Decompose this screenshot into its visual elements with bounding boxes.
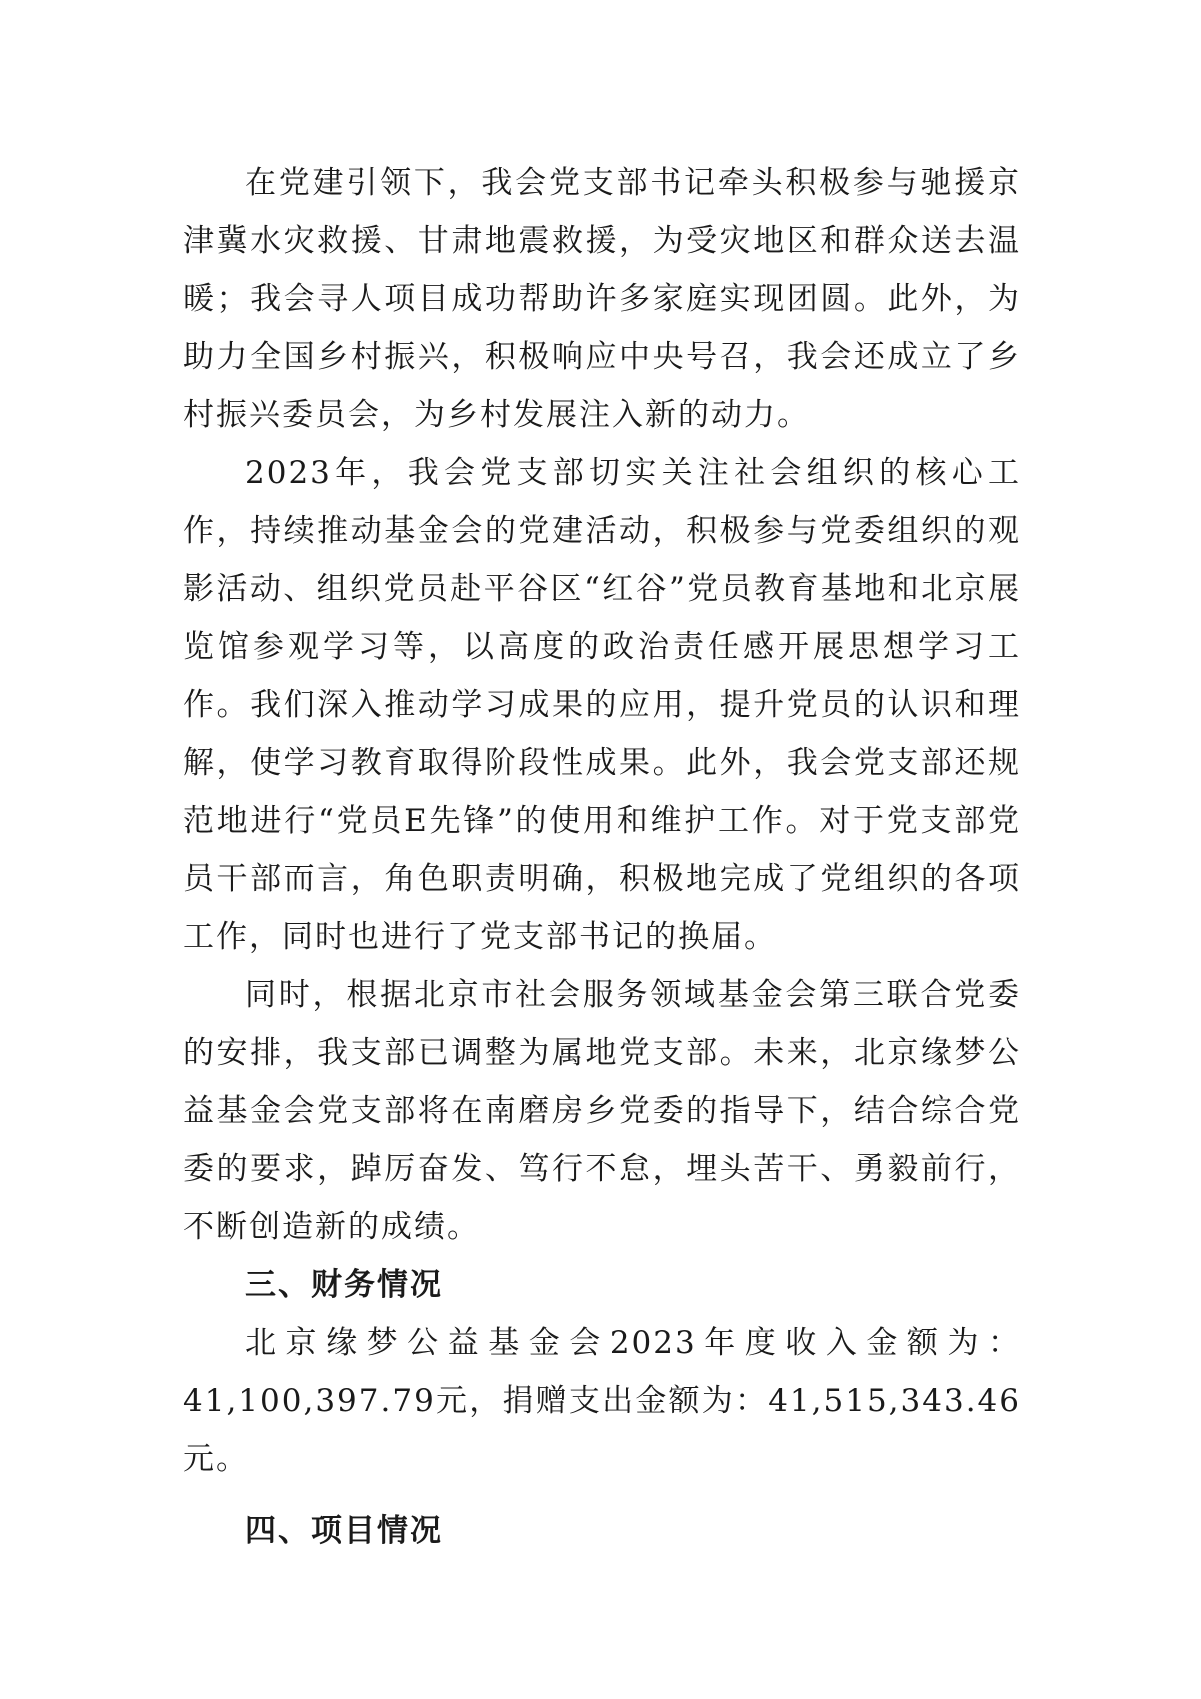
paragraph-finance-figures: 北京缘梦公益基金会2023年度收入金额为：41,100,397.79元，捐赠支出金额为：41,515,343.46元。 (183, 1325, 1021, 1477)
heading-projects: 四、项目情况 (245, 1513, 443, 1549)
heading-finance: 三、财务情况 (245, 1267, 443, 1303)
section-spacer (183, 1488, 1021, 1502)
paragraph-branch-adjustment: 同时，根据北京市社会服务领域基金会第三联合党委的安排，我支部已调整为属地党支部。未来，北京缘梦公益基金会党支部将在南磨房乡党委的指导下，结合综合党委的要求，踔厉奋发、笃行不怠，埋头苦干、勇毅前行，不断创造新的成绩。 (183, 977, 1021, 1245)
document-body (183, 154, 1021, 1560)
paragraph-party-activities-2023: 2023年，我会党支部切实关注社会组织的核心工作，持续推动基金会的党建活动，积极参与党委组织的观影活动、组织党员赴平谷区“红谷”党员教育基地和北京展览馆参观学习等，以高度的政治责任感开展思想学习工作。我们深入推动学习成果的应用，提升党员的认识和理解，使学习教育取得阶段性成果。此外，我会党支部还规范地进行“党员E先锋”的使用和维护工作。对于党支部党员干部而言，角色职责明确，积极地完成了党组织的各项工作，同时也进行了党支部书记的换届。 (183, 455, 1021, 955)
paragraph-party-building-relief: 在党建引领下，我会党支部书记牵头积极参与驰援京津冀水灾救援、甘肃地震救援，为受灾地区和群众送去温暖；我会寻人项目成功帮助许多家庭实现团圆。此外，为助力全国乡村振兴，积极响应中央号召，我会还成立了乡村振兴委员会，为乡村发展注入新的动力。 (183, 165, 1021, 433)
